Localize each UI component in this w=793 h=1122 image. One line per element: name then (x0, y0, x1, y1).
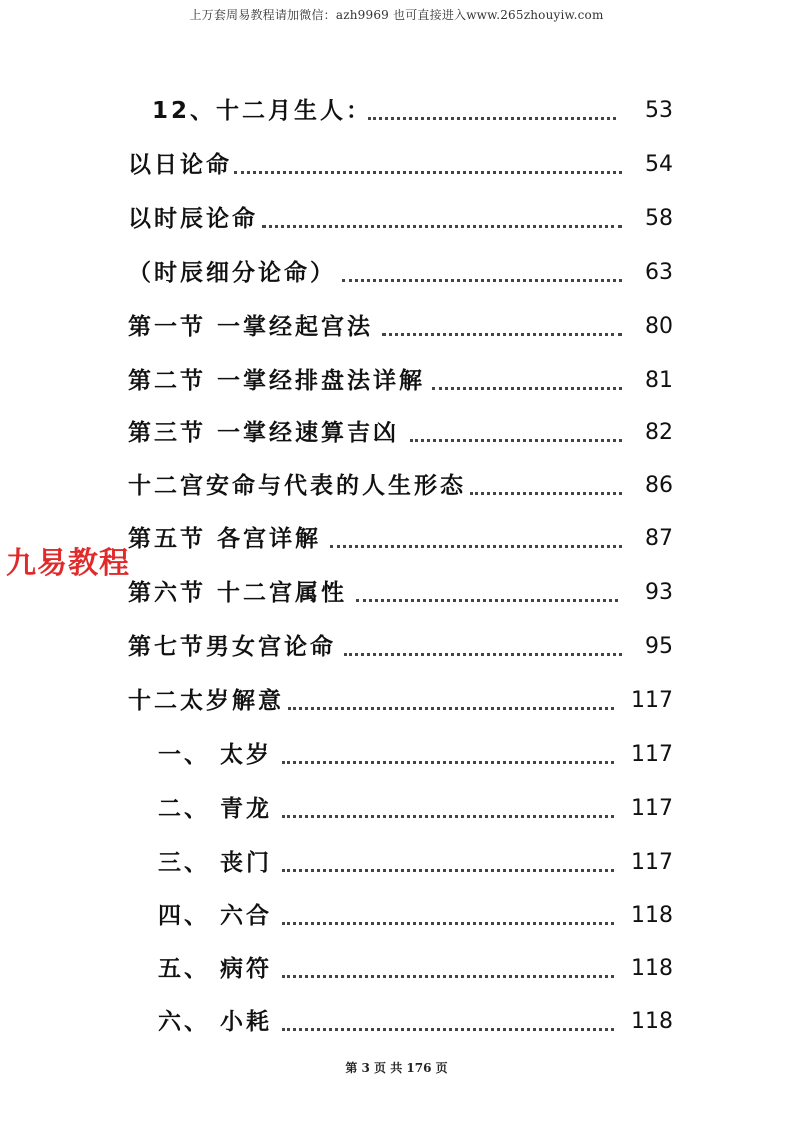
toc-leader-dots (234, 171, 622, 174)
toc-entry-page: 93 (645, 580, 673, 605)
toc-entry (0, 466, 793, 506)
toc-entry-page: 118 (631, 956, 673, 981)
toc-entry (0, 413, 793, 453)
toc-entry-page: 95 (645, 634, 673, 659)
toc-leader-dots (282, 869, 614, 872)
toc-entry-page: 53 (645, 98, 673, 123)
toc-entry-title: 小耗 (220, 1009, 272, 1035)
toc-leader-dots (342, 279, 622, 282)
toc-entry-page: 117 (631, 742, 673, 767)
toc-entry (0, 199, 793, 239)
toc-leader-dots (368, 117, 616, 120)
toc-leader-dots (282, 815, 614, 818)
toc-entry-page: 118 (631, 1009, 673, 1034)
toc-entry-item (158, 949, 272, 989)
toc-entry-title: 第五节 各宫详解 (128, 526, 322, 552)
toc-entry-title: （时辰细分论命） (128, 260, 336, 286)
toc-leader-dots (344, 653, 622, 656)
toc-leader-dots (356, 599, 618, 602)
toc-entry-page: 63 (645, 260, 673, 285)
toc-entry-page: 58 (645, 206, 673, 231)
toc-entry-number: 五、 (158, 956, 210, 982)
toc-entry-number: 三、 (158, 850, 210, 876)
toc-entry (0, 361, 793, 401)
top-banner: 上万套周易教程请加微信：azh9969 也可直接进入www.265zhouyiw.com (189, 8, 604, 22)
toc-entry-title: 以日论命 (128, 152, 232, 178)
toc-leader-dots (282, 761, 614, 764)
toc-entry-page: 117 (631, 850, 673, 875)
toc-entry-number: 四、 (158, 903, 210, 929)
toc-entry-page: 118 (631, 903, 673, 928)
toc-entry-page: 87 (645, 526, 673, 551)
toc-entry (0, 949, 793, 989)
toc-entry-item (158, 843, 272, 883)
toc-entry-page: 81 (645, 368, 673, 393)
toc-leader-dots (282, 922, 614, 925)
toc-entry-page: 117 (631, 796, 673, 821)
toc-entry-title: 病符 (220, 956, 272, 982)
toc-entry (0, 681, 793, 721)
toc-entry-number: 一、 (158, 742, 210, 768)
toc-entry-item (158, 735, 272, 775)
toc-entry (0, 145, 793, 185)
toc-entry-title: 第七节男女宫论命 (128, 634, 336, 660)
toc-entry-page: 82 (645, 420, 673, 445)
toc-entry (0, 843, 793, 883)
toc-leader-dots (282, 1028, 614, 1031)
toc-entry (0, 91, 793, 131)
toc-entry-title: 太岁 (220, 742, 272, 768)
toc-entry-page: 80 (645, 314, 673, 339)
toc-entry-title: 第六节 十二宫属性 (128, 580, 348, 606)
toc-entry-item (158, 896, 272, 936)
toc-entry-item (158, 789, 272, 829)
toc-entry (0, 896, 793, 936)
page-number-footer: 第 3 页 共 176 页 (345, 1061, 448, 1075)
toc-entry-number: 六、 (158, 1009, 210, 1035)
toc-leader-dots (470, 492, 622, 495)
toc-leader-dots (288, 707, 614, 710)
toc-entry-page: 86 (645, 473, 673, 498)
toc-leader-dots (410, 439, 622, 442)
toc-entry-page: 54 (645, 152, 673, 177)
toc-entry-title: 十二宫安命与代表的人生形态 (128, 473, 466, 499)
toc-leader-dots (432, 387, 622, 390)
toc-leader-dots (330, 545, 622, 548)
toc-entry-page: 117 (631, 688, 673, 713)
toc-entry (0, 253, 793, 293)
toc-leader-dots (262, 225, 622, 228)
watermark-logo: 九易教程 (6, 546, 130, 581)
toc-entry (0, 307, 793, 347)
toc-entry-number: 二、 (158, 796, 210, 822)
toc-leader-dots (282, 975, 614, 978)
toc-entry-title: 第三节 一掌经速算吉凶 (128, 420, 400, 446)
toc-entry-title: 第二节 一掌经排盘法详解 (128, 368, 426, 394)
toc-entry (0, 1002, 793, 1042)
toc-entry-title: 六合 (220, 903, 272, 929)
toc-entry (0, 627, 793, 667)
toc-entry (0, 735, 793, 775)
toc-entry-title: 以时辰论命 (128, 206, 258, 232)
toc-entry-item (158, 1002, 272, 1042)
toc-entry-title: 十二太岁解意 (128, 688, 284, 714)
toc-entry-title: 丧门 (220, 850, 272, 876)
toc-entry-title: 青龙 (220, 796, 272, 822)
toc-leader-dots (382, 333, 622, 336)
toc-entry (0, 789, 793, 829)
toc-entry-title: 12、十二月生人： (152, 98, 373, 124)
toc-entry-title: 第一节 一掌经起宫法 (128, 314, 374, 340)
